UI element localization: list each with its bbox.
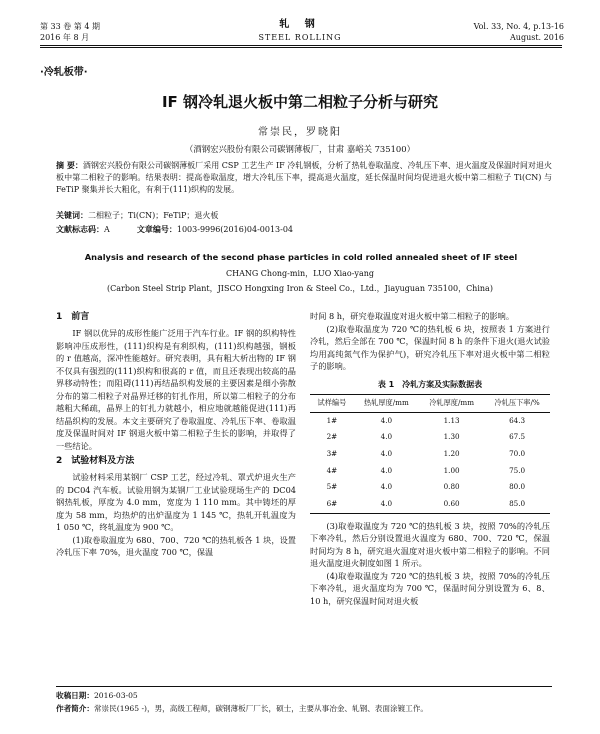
table-row (310, 463, 550, 480)
doc-code: A (104, 225, 110, 234)
authors-cn: 常崇民，罗晓阳 (258, 127, 342, 138)
table-cell: 4.0 (380, 415, 393, 425)
table-cell: 1.30 (443, 432, 460, 442)
table-cell: 3# (326, 448, 338, 458)
paragraph-method-2: (2)取卷取温度为 720 ℃的热轧板 6 块，按照表 1 方案进行冷轧，然后全部在 700 ℃，保温时间 8 h 的条件下退火(退火试验均用高纯氮气作为保护气)，研究冷轧压下率对退火板中第二相粒子的影响。 (310, 323, 550, 371)
table-row (310, 496, 550, 513)
paragraph-introduction: IF 钢以优异的成形性能广泛用于汽车行业。IF 钢的织构特性影响冲压成形性，(111)织构是有利织构，(111)织构越强，钢板的 r 值越高，深冲性能越好。研究表明，具有粗大析出物的 IF 钢不仅具有强烈的(111)织构和很高的 r 值，而且还表现出较高的晶界移动特性；而阻碍(111)再结晶织构发展的主要因素是细小弥散分布的第二相粒子对晶界迁移的钉扎作用，所以第二相粒子的分布越粗大稀疏，晶界上的钉扎力就越小，相应地就越能促进(111)再结晶织构的发展。本文主要研究了卷取温度、冷轧压下率、卷取温度及保温时间对 IF 钢退火板中第二相粒子生长的影响，并取得了一些结论。 (56, 328, 296, 451)
table-caption: 表 1 冷轧方案及实际数据表 (377, 379, 483, 389)
table-cell: 85.0 (484, 496, 550, 513)
table-row (310, 429, 550, 446)
table-cell: 80.0 (509, 482, 526, 492)
section-heading-methods: 2 试验材料及方法 (56, 456, 135, 466)
table-cell: 75.0 (509, 465, 526, 475)
bio-text: 常崇民(1965 -)，男，高级工程师，碳钢薄板厂厂长，硕士，主要从事冶金、轧钢、表面涂镀工作。 (93, 704, 428, 713)
paper-title-en: Analysis and research of the second phase particles in cold rolled annealed sheet of IF steel (84, 252, 518, 262)
table-cell: 70.0 (509, 448, 526, 458)
table-cell: 1.20 (443, 448, 460, 458)
header-rule-2 (40, 47, 562, 48)
keywords (56, 210, 552, 222)
journal-date-cn: 2016 年 8 月 (40, 33, 90, 42)
doc-code-label: 文献标志码： (56, 225, 104, 234)
table-cell: 64.3 (509, 415, 526, 425)
affiliation-en: (Carbon Steel Strip Plant，JISCO Hongxing Iron & Steel Co.，Ltd.，Jiayuguan 735100，China) (107, 284, 493, 293)
received-value: 2016-03-05 (93, 691, 138, 700)
table-header-cell: 冷轧压下率/% (484, 395, 550, 413)
header-rule (40, 45, 562, 46)
table-cell: 4.0 (380, 448, 393, 458)
table-row (310, 412, 550, 429)
footer-rule (56, 686, 552, 687)
table-cell: 6# (310, 496, 354, 513)
table-cell: 67.5 (509, 432, 526, 442)
table-cell: 4.0 (380, 482, 393, 492)
table-cell: 5# (326, 482, 338, 492)
left-column (56, 308, 296, 559)
table-header-cell: 冷轧厚度/mm (419, 395, 484, 413)
journal-subtitle: STEEL ROLLING (258, 33, 342, 42)
table-cell: 1# (326, 415, 338, 425)
table-cell: 0.60 (419, 496, 484, 513)
article-no-label: 文章编号： (136, 225, 177, 234)
table-cell: 1.00 (443, 465, 460, 475)
abstract-label: 摘 要： (56, 161, 83, 170)
section-heading-introduction: 1 前言 (56, 312, 90, 322)
table-cell: 4.0 (380, 465, 393, 475)
table-header-cell: 热轧厚度/mm (354, 395, 419, 413)
paragraph-method-1: (1)取卷取温度为 680、700、720 ℃的热轧板各 1 块，设置冷轧压下率 70%，退火温度 700 ℃，保温 (56, 534, 296, 557)
received-label: 收稿日期： (56, 691, 94, 700)
right-column (310, 310, 550, 607)
paragraph-method-3: (3)取卷取温度为 720 ℃的热轧板 3 块，按照 70%的冷轧压下率冷轧，然后分别设置退火温度为 680、700、720 ℃，保温时间均为 8 h，研究退火温度对退火板中第二相粒子的影响。不同退火温度退火制度如图 1 所示。 (310, 520, 550, 569)
table-cell: 4.0 (354, 496, 419, 513)
journal-date-en: August. 2016 (510, 33, 564, 42)
table-row (310, 446, 550, 463)
rolling-schedule-table (310, 394, 550, 514)
column-tag: ·冷轧板带· (40, 67, 88, 78)
table-header-cell: 试样编号 (310, 395, 354, 413)
table-cell: 4# (326, 465, 338, 475)
keywords-text: 二相粒子；Ti(CN)；FeTiP；退火板 (88, 211, 219, 220)
paragraph-method-4: (4)取卷取温度为 720 ℃的热轧板 3 块，按照 70%的冷轧压下率冷轧，退火温度均为 700 ℃，保温时间分别设置为 6、8、10 h，研究保温时间对退火板 (310, 570, 550, 606)
table-cell: 0.80 (443, 482, 460, 492)
abstract-text: 酒钢宏兴股份有限公司碳钢薄板厂采用 CSP 工艺生产 IF 冷轧钢板，分析了热轧卷取温度、冷轧压下率、退火温度及保温时间对退火板中第二相粒子的影响。结果表明：提高卷取温度，增大冷轧压下率，提高退火温度，延长保温时间均促进退火板中第二相粒子 Ti(CN) 与 FeTiP 聚集并长大粗化，有利于(111)织构的发展。 (56, 161, 552, 194)
classification (56, 224, 552, 236)
table-cell: 4.0 (380, 432, 393, 442)
table-cell: 1.13 (443, 415, 460, 425)
journal-title: 轧 钢 (279, 19, 321, 30)
author-bio (56, 703, 552, 714)
article-no: 1003-9996(2016)04-0013-04 (176, 225, 294, 234)
received-date (56, 690, 138, 701)
journal-volume-cn: 第 33 卷 第 4 期 (40, 22, 100, 31)
abstract (56, 160, 552, 196)
table-header-row (310, 395, 550, 413)
table-cell: 2# (326, 432, 338, 442)
keywords-label: 关键词： (56, 211, 88, 220)
table-row (310, 479, 550, 496)
authors-en: CHANG Chong-min，LUO Xiao-yang (226, 269, 374, 278)
paper-title-cn: IF 钢冷轧退火板中第二相粒子分析与研究 (161, 93, 439, 111)
paragraph-method-1-cont: 时间 8 h，研究卷取温度对退火板中第二相粒子的影响。 (310, 311, 515, 321)
paragraph-materials: 试验材料采用某钢厂 CSP 工艺，经过冷轧、罩式炉退火生产的 DC04 汽车板。试验用钢为某钢厂工业试验现场生产的 DC04 钢热轧板，厚度为 4.0 mm，宽度为 1 110 mm。其中铸坯的厚度为 58 mm，均热炉的出炉温度为 1 145 ℃，热轧开轧温度为 1 050 ℃，终轧温度为 900 ℃。 (56, 472, 296, 532)
journal-volume-en: Vol. 33, No. 4, p.13-16 (473, 22, 564, 31)
bio-label: 作者简介： (56, 704, 94, 713)
affiliation-cn: （酒钢宏兴股份有限公司碳钢薄板厂，甘肃 嘉峪关 735100） (185, 144, 415, 154)
